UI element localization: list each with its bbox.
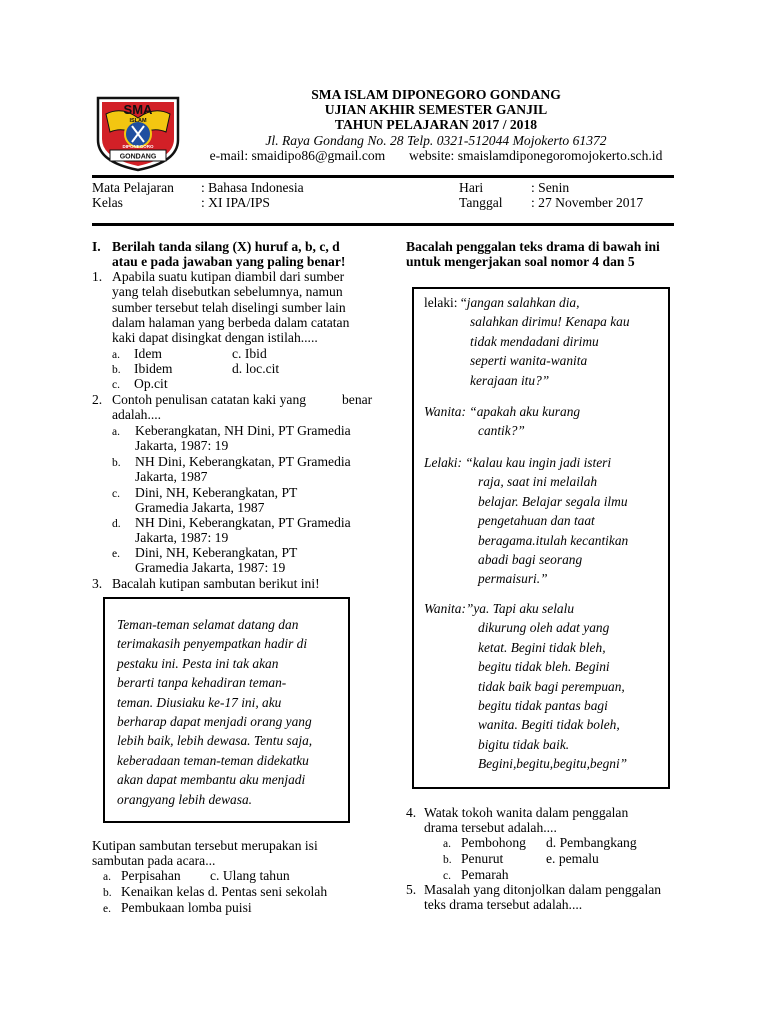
option-a[interactable]	[443, 835, 526, 852]
question-line: Bacalah kutipan sambutan berikut ini!	[112, 576, 320, 591]
excerpt-line: akan dapat membantu aku menjadi	[117, 772, 306, 788]
school-address: Jl. Raya Gondang No. 28 Telp. 0321-512044 Mojokerto 61372	[265, 133, 607, 148]
logo-diponegoro-text: DIPONEGORO	[122, 144, 154, 149]
drama-excerpt-box	[412, 287, 670, 789]
option-letter: c.	[443, 870, 451, 882]
question-line: drama tersebut adalah....	[424, 820, 557, 835]
option-text: pemalu	[558, 851, 599, 866]
dialog-line: tidak mendadani dirimu	[470, 333, 599, 349]
option-b[interactable]	[103, 884, 328, 901]
option-a[interactable]	[103, 868, 181, 885]
dialog-line: wanita. Begiti tidak boleh,	[478, 717, 620, 733]
dialog-turn	[424, 599, 664, 774]
option-letter: e.	[112, 548, 120, 560]
option-a[interactable]	[112, 423, 351, 453]
dialog-line: dikurung oleh adat yang	[478, 620, 610, 636]
dialog-speaker: Wanita: “	[424, 404, 477, 419]
question-line: Watak tokoh wanita dalam penggalan	[424, 805, 629, 820]
question-3-followup-line-1: Kutipan sambutan tersebut merupakan isi	[92, 838, 318, 853]
dialog-line: begitu tidak pantas bagi	[478, 698, 608, 714]
exam-title: UJIAN AKHIR SEMESTER GANJIL	[324, 102, 548, 117]
option-c[interactable]	[232, 346, 267, 361]
speech-excerpt-box	[103, 597, 350, 823]
question-number: 3.	[92, 576, 103, 591]
question-line-end: benar	[342, 392, 373, 407]
excerpt-line: pestaku ini. Pesta ini tak akan	[117, 655, 279, 671]
day-label: Hari	[459, 180, 484, 195]
option-letter: c.	[210, 868, 220, 883]
dialog-line: ya. Tapi aku selalu	[473, 601, 575, 616]
option-text: Dini, NH, Keberangkatan, PT	[135, 485, 298, 500]
option-e[interactable]	[546, 851, 599, 866]
option-d[interactable]	[232, 361, 279, 376]
dialog-turn	[424, 453, 664, 589]
dialog-speaker: Lelaki: “	[424, 455, 473, 470]
question-text	[112, 269, 366, 345]
dialog-line: salahkan dirimu! Kenapa kau	[470, 314, 630, 330]
question-line: sumber tersebut telah diselingi sumber lain	[112, 299, 346, 315]
option-letter: b.	[443, 854, 452, 866]
class-label: Kelas	[92, 195, 123, 210]
drama-instruction-line-1: Bacalah penggalan teks drama di bawah ini	[406, 239, 660, 254]
option-text: NH Dini, Keberangkatan, PT Gramedia	[135, 515, 351, 530]
option-e[interactable]	[103, 900, 252, 917]
section-number: I.	[92, 239, 101, 254]
dialog-turn	[424, 402, 664, 441]
question-number: 2.	[92, 392, 103, 407]
subject-label: Mata Pelajaran	[92, 180, 174, 195]
excerpt-line: berarti tanpa kehadiran teman-	[117, 675, 287, 691]
date-value: : 27 November 2017	[531, 195, 644, 210]
option-text: Jakarta, 1987: 19	[135, 438, 229, 453]
option-text: Pembohong	[461, 835, 526, 850]
question-line: Apabila suatu kutipan diambil dari sumber	[112, 269, 345, 284]
dialog-line: beragama.itulah kecantikan	[478, 532, 629, 548]
option-letter: c.	[232, 346, 242, 361]
option-text: Pemarah	[461, 867, 509, 882]
option-letter: a.	[443, 838, 451, 850]
option-d[interactable]	[546, 835, 637, 850]
school-logo	[92, 92, 184, 172]
logo-sma-text: SMA	[123, 102, 153, 117]
dialog-line: bigitu tidak baik.	[478, 736, 570, 752]
question-line: Contoh penulisan catatan kaki yang	[112, 392, 307, 407]
dialog-line: permaisuri.”	[478, 571, 548, 587]
option-e[interactable]	[112, 545, 298, 575]
question-line: Masalah yang ditonjolkan dalam penggalan	[424, 882, 662, 897]
option-letter: d.	[546, 835, 557, 850]
excerpt-line: lebih baik, lebih dewasa. Tentu saja,	[117, 733, 313, 749]
dialog-speaker: Wanita:”	[424, 601, 474, 616]
option-letter: b.	[103, 887, 112, 899]
option-b[interactable]	[112, 454, 351, 484]
option-letter: c.	[112, 379, 120, 391]
dialog-line: tidak baik bagi perempuan,	[478, 678, 625, 694]
header-divider	[92, 175, 674, 178]
option-text: Idem	[134, 346, 162, 361]
question-number: 1.	[92, 269, 103, 284]
dialog-line: ketat. Begini tidak bleh,	[478, 639, 606, 655]
dialog-line: abadi bagi seorang	[478, 552, 583, 568]
option-letter: d.	[112, 518, 121, 530]
date-label: Tanggal	[459, 195, 503, 210]
day-value: : Senin	[531, 180, 570, 195]
option-letter: a.	[103, 871, 111, 883]
school-name: SMA ISLAM DIPONEGORO GONDANG	[311, 87, 561, 102]
question-line: dalam halaman yang berbeda dalam catatan	[112, 314, 350, 330]
meta-divider	[92, 223, 674, 226]
dialog-line: begitu tidak bleh. Begini	[478, 659, 610, 675]
option-text: Pembukaan lomba puisi	[121, 900, 252, 915]
school-website: website: smaislamdiponegoromojokerto.sch.id	[409, 148, 663, 163]
dialog-line: pengetahuan dan taat	[478, 513, 595, 529]
school-email: e-mail: smaidipo86@gmail.com	[209, 148, 386, 163]
subject-value: : Bahasa Indonesia	[201, 180, 304, 195]
excerpt-line: terimakasih penyempatkan hadir di	[117, 636, 308, 652]
dialog-line: apakah aku kurang	[476, 404, 581, 419]
excerpt-line: orangyang lebih dewasa.	[117, 791, 253, 807]
option-text: loc.cit	[245, 361, 280, 376]
excerpt-line: keberadaan teman-teman didekatku	[117, 752, 309, 768]
dialog-line: cantik?”	[478, 423, 525, 439]
section-instruction-line-2: atau e pada jawaban yang paling benar!	[112, 254, 346, 269]
excerpt-line: teman. Diusiaku ke-17 ini, aku	[117, 694, 282, 710]
option-text: Ibid	[244, 346, 267, 361]
option-text: Kenaikan kelas d. Pentas seni sekolah	[121, 884, 328, 899]
excerpt-line: berharap dapat menjadi orang yang	[117, 714, 312, 730]
option-c[interactable]	[112, 376, 168, 393]
section-instruction-line-1: Berilah tanda silang (X) huruf a, b, c, d	[112, 239, 340, 254]
option-d[interactable]	[112, 515, 351, 545]
option-text: Jakarta, 1987	[135, 469, 208, 484]
option-letter: e.	[546, 851, 556, 866]
question-line: teks drama tersebut adalah....	[424, 897, 583, 912]
option-text: NH Dini, Keberangkatan, PT Gramedia	[135, 454, 351, 469]
option-text: Penurut	[461, 851, 504, 866]
question-number: 4.	[406, 805, 417, 820]
logo-islam-text: ISLAM	[129, 118, 147, 124]
option-text: Ulang tahun	[222, 868, 290, 883]
option-letter: a.	[112, 426, 120, 438]
option-text: Ibidem	[134, 361, 173, 376]
option-text: Op.cit	[134, 376, 168, 391]
class-value: : XI IPA/IPS	[201, 195, 270, 210]
drama-instruction-line-2: untuk mengerjakan soal nomor 4 dan 5	[406, 254, 635, 269]
dialog-line: seperti wanita-wanita	[470, 353, 588, 369]
option-letter: b.	[112, 364, 121, 376]
option-text: Gramedia Jakarta, 1987	[135, 500, 265, 515]
option-letter: d.	[232, 361, 243, 376]
excerpt-line: Teman-teman selamat datang dan	[117, 617, 299, 632]
option-b[interactable]	[443, 851, 504, 868]
dialog-speaker: lelaki: “	[424, 295, 467, 310]
option-c[interactable]	[112, 485, 298, 515]
option-text: Gramedia Jakarta, 1987: 19	[135, 560, 286, 575]
option-letter: e.	[103, 903, 111, 915]
option-text: Pembangkang	[559, 835, 637, 850]
school-contact	[196, 149, 676, 164]
question-line: kaki dapat disingkat dengan istilah.....	[112, 330, 318, 346]
dialog-line: Begini,begitu,begitu,begni”	[478, 756, 628, 772]
question-3-followup-line-2: sambutan pada acara...	[92, 853, 216, 868]
option-letter: a.	[112, 349, 120, 361]
question-line: yang telah disebutkan sebelumnya, namun	[112, 284, 343, 300]
dialog-line: raja, saat ini melailah	[478, 474, 598, 490]
dialog-turn	[424, 293, 664, 390]
option-c[interactable]	[210, 868, 290, 883]
option-letter: c.	[112, 488, 120, 500]
dialog-line: jangan salahkan dia,	[466, 295, 580, 310]
question-number: 5.	[406, 882, 417, 897]
logo-gondang-text: GONDANG	[119, 153, 157, 161]
dialog-line: kalau kau ingin jadi isteri	[472, 455, 612, 470]
academic-year: TAHUN PELAJARAN 2017 / 2018	[334, 117, 538, 132]
option-text: Jakarta, 1987: 19	[135, 530, 229, 545]
option-text: Keberangkatan, NH Dini, PT Gramedia	[135, 423, 351, 438]
question-line: adalah....	[112, 407, 162, 422]
option-letter: b.	[112, 457, 121, 469]
dialog-line: belajar. Belajar segala ilmu	[478, 493, 628, 509]
dialog-line: kerajaan itu?”	[470, 372, 550, 388]
option-text: Dini, NH, Keberangkatan, PT	[135, 545, 298, 560]
option-text: Perpisahan	[121, 868, 181, 883]
